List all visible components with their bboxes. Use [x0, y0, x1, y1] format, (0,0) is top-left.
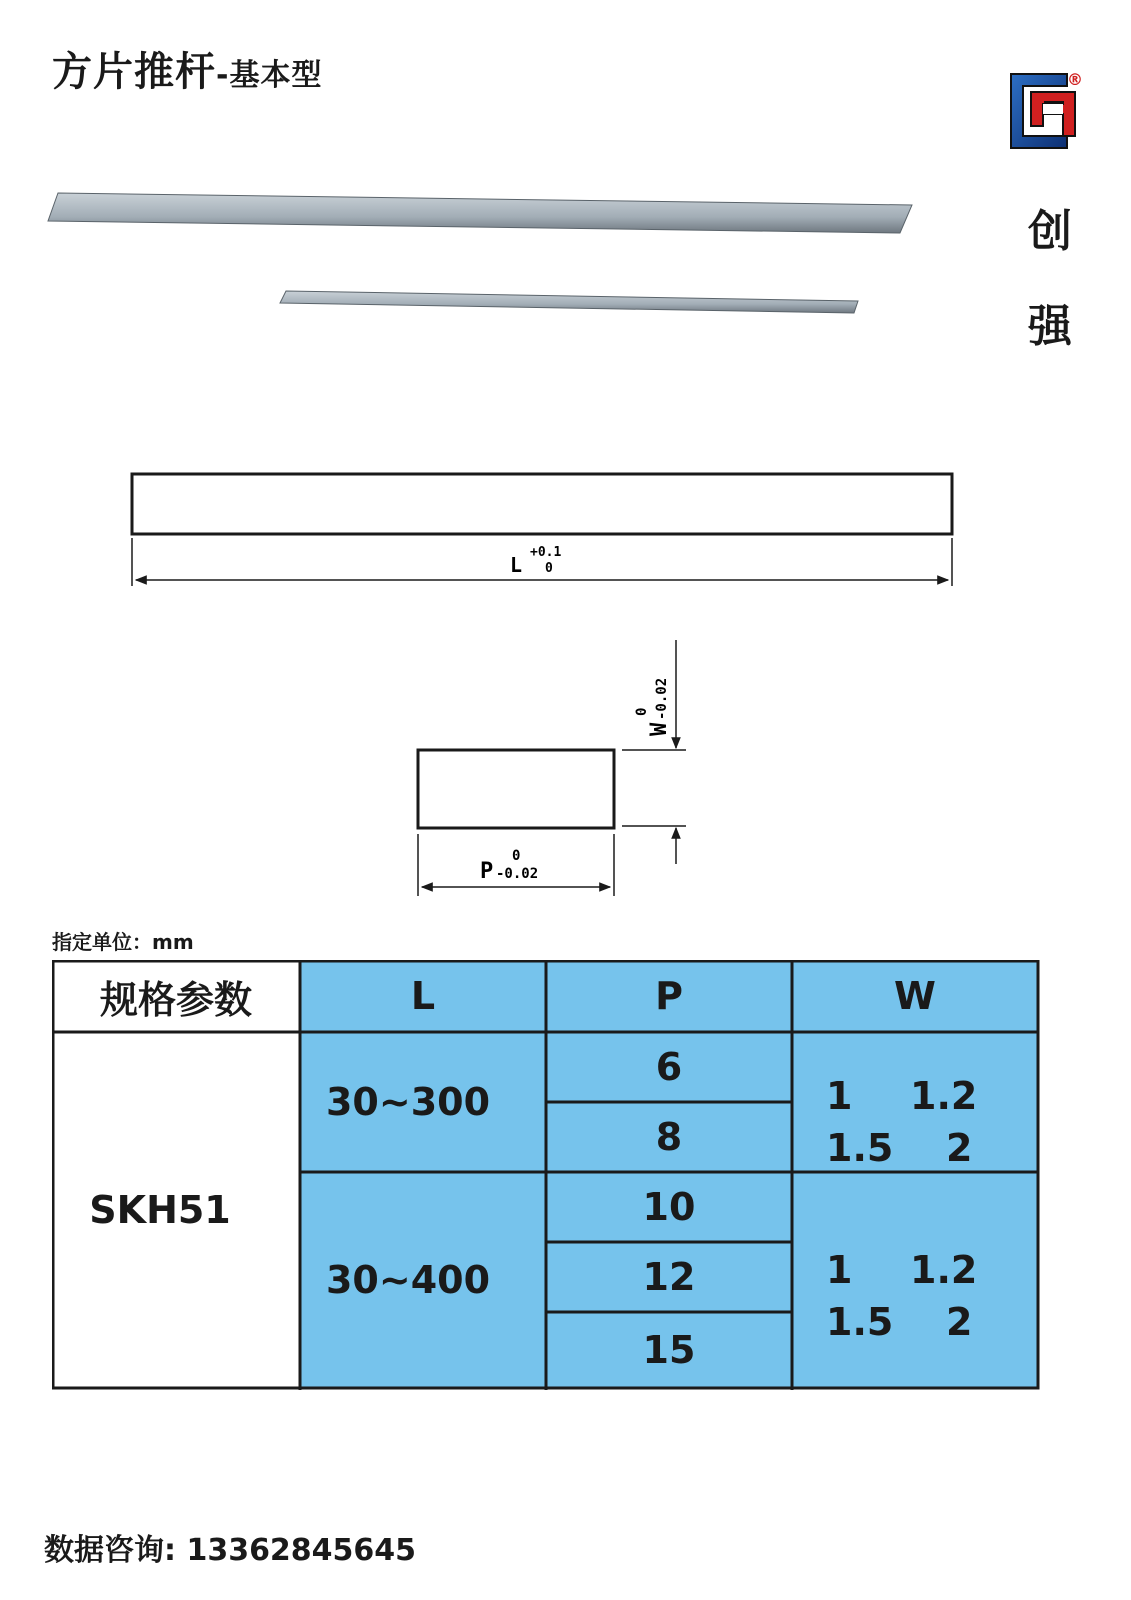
width-label: W [647, 722, 672, 736]
length-label: L [510, 553, 523, 577]
thickness-tol-upper: 0 [512, 848, 521, 864]
length-tol-lower: 0 [545, 561, 553, 576]
product-photo [40, 185, 940, 335]
width-tol-lower: -0.02 [654, 677, 670, 720]
header-spec: 规格参数 [99, 977, 252, 1022]
P-value: 12 [642, 1255, 696, 1299]
P-value: 8 [655, 1115, 683, 1159]
width-tol-upper: 0 [634, 707, 650, 716]
W-value: 1.2 [910, 1074, 978, 1118]
W-value: 1.5 [826, 1126, 894, 1170]
thickness-label: P [480, 859, 494, 884]
thickness-tol-lower: -0.02 [496, 866, 539, 882]
page-title [52, 40, 322, 97]
brand-char-1: 创 [1028, 206, 1072, 257]
strip-small [280, 291, 858, 313]
W-value: 1 [826, 1074, 853, 1118]
P-value: 15 [642, 1328, 696, 1372]
side-view-outline [132, 474, 952, 534]
W-value: 2 [946, 1126, 973, 1170]
header-P: P [655, 974, 683, 1018]
registered-mark: ® [1067, 70, 1083, 89]
title-sub: -基本型 [216, 58, 323, 93]
cross-section-outline [418, 750, 614, 828]
brand-char-2: 强 [1028, 301, 1072, 352]
P-value: 10 [642, 1185, 696, 1229]
spec-table [52, 960, 1066, 1390]
L-range-2: 30~400 [325, 1258, 491, 1302]
length-tol-upper: +0.1 [530, 545, 562, 560]
unit-label: 指定单位：mm [52, 930, 194, 954]
header-W: W [894, 974, 936, 1018]
W-value: 1 [826, 1248, 853, 1292]
P-value: 6 [655, 1045, 683, 1089]
header-L: L [410, 974, 436, 1018]
W-value: 1.5 [826, 1300, 894, 1344]
material-cell: SKH51 [89, 1188, 231, 1232]
contact-info: 数据咨询: 13362845645 [44, 1533, 417, 1568]
L-range-1: 30~300 [325, 1080, 491, 1124]
title-main: 方片推杆 [52, 49, 216, 95]
technical-drawing [0, 460, 1131, 920]
strip-large [48, 193, 912, 233]
W-value: 1.2 [910, 1248, 978, 1292]
W-value: 2 [946, 1300, 973, 1344]
